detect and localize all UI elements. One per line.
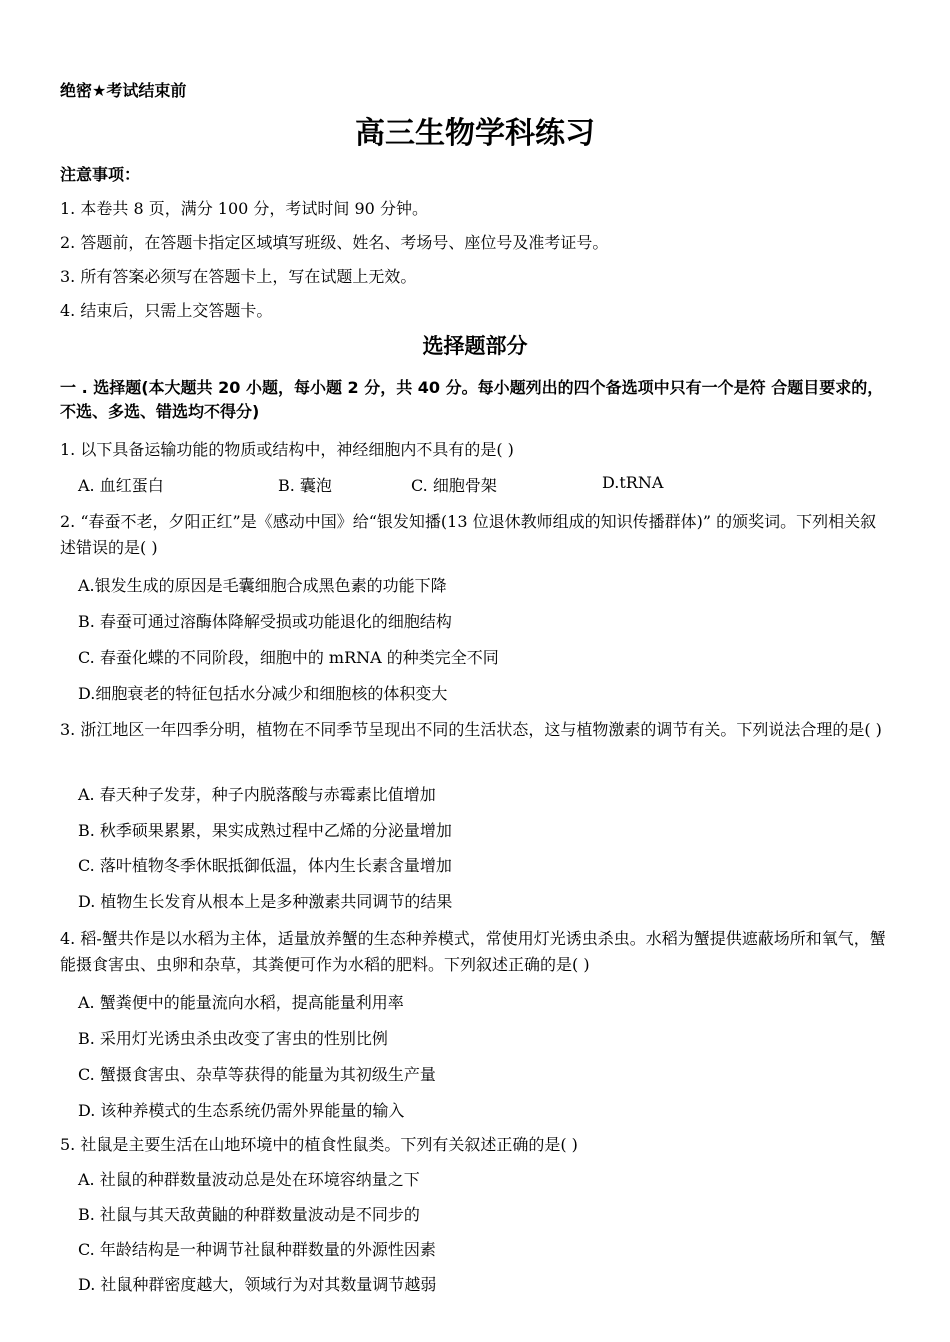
question-1-stem: 1. 以下具备运输功能的物质或结构中，神经细胞内不具有的是( ) [60, 440, 514, 459]
option-b: B. 秋季硕果累累，果实成熟过程中乙烯的分泌量增加 [78, 821, 452, 840]
option-c: C. 春蚕化蝶的不同阶段，细胞中的 mRNA 的种类完全不同 [78, 648, 499, 667]
option-a: A. 血红蛋白 [78, 476, 164, 495]
option-a: A. 蟹粪便中的能量流向水稻，提高能量利用率 [78, 993, 404, 1012]
question-1-options [78, 473, 878, 497]
question-3-stem: 3. 浙江地区一年四季分明，植物在不同季节呈现出不同的生活状态，这与植物激素的调节有关。下列说法合理的是( ) [60, 720, 882, 739]
confidential-label: 绝密★考试结束前 [60, 81, 187, 100]
notice-item: 1. 本卷共 8 页，满分 100 分，考试时间 90 分钟。 [60, 199, 428, 218]
option-c: C. 落叶植物冬季休眠抵御低温，体内生长素含量增加 [78, 856, 452, 875]
option-b: B. 春蚕可通过溶酶体降解受损或功能退化的细胞结构 [78, 612, 452, 631]
option-d: D.tRNA [602, 473, 664, 492]
option-a: A. 社鼠的种群数量波动总是处在环境容纳量之下 [78, 1170, 420, 1189]
option-d: D.细胞衰老的特征包括水分减少和细胞核的体积变大 [78, 684, 448, 703]
option-d: D. 社鼠种群密度越大，领域行为对其数量调节越弱 [78, 1275, 437, 1294]
option-c: C. 蟹摄食害虫、杂草等获得的能量为其初级生产量 [78, 1065, 436, 1084]
option-c: C. 年龄结构是一种调节社鼠种群数量的外源性因素 [78, 1240, 436, 1259]
option-a: A. 春天种子发芽，种子内脱落酸与赤霉素比值增加 [78, 785, 436, 804]
option-a: A.银发生成的原因是毛囊细胞合成黑色素的功能下降 [78, 576, 447, 595]
question-2-stem: 2. “春蚕不老，夕阳正红”是《感动中国》给“银发知播(13 位退休教师组成的知识传播群体)” 的颁奖词。下列相关叙述错误的是( ) [60, 512, 877, 557]
notice-title: 注意事项： [60, 165, 141, 184]
option-d: D. 该种养模式的生态系统仍需外界能量的输入 [78, 1101, 405, 1120]
option-b: B. 囊泡 [278, 476, 332, 495]
section-instruction: 一 . 选择题(本大题共 20 小题，每小题 2 分，共 40 分。每小题列出的四个备选项中只有一个是符 合题目要求的，不选、多选、错选均不得分) [60, 378, 884, 421]
option-d: D. 植物生长发育从根本上是多种激素共同调节的结果 [78, 892, 453, 911]
option-b: B. 社鼠与其天敌黄鼬的种群数量波动是不同步的 [78, 1205, 420, 1224]
option-b: B. 采用灯光诱虫杀虫改变了害虫的性别比例 [78, 1029, 388, 1048]
page-title: 高三生物学科练习 [355, 116, 595, 151]
notice-item: 2. 答题前，在答题卡指定区域填写班级、姓名、考场号、座位号及准考证号。 [60, 233, 609, 252]
question-5-stem: 5. 社鼠是主要生活在山地环境中的植食性鼠类。下列有关叙述正确的是( ) [60, 1135, 578, 1154]
question-4-stem: 4. 稻-蟹共作是以水稻为主体，适量放养蟹的生态种养模式，常使用灯光诱虫杀虫。水稻为蟹提供遮蔽场所和氧气，蟹能摄食害虫、虫卵和杂草，其粪便可作为水稻的肥料。下列叙述正确的是( ) [60, 929, 886, 974]
notice-item: 4. 结束后，只需上交答题卡。 [60, 301, 273, 320]
section-title: 选择题部分 [422, 334, 528, 358]
notice-item: 3. 所有答案必须写在答题卡上，写在试题上无效。 [60, 267, 417, 286]
option-c: C. 细胞骨架 [411, 476, 497, 495]
